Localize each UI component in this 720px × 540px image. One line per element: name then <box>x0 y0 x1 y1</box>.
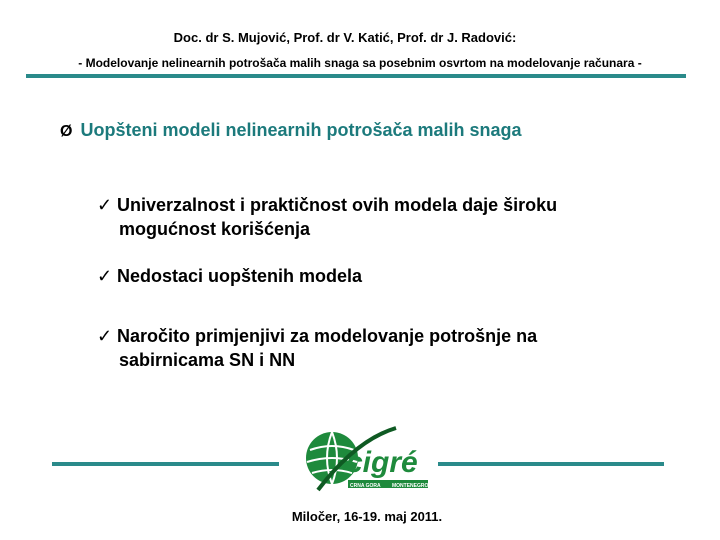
cigre-logo <box>296 420 444 500</box>
bottom-divider-left <box>52 462 279 466</box>
bottom-divider-right <box>438 462 664 466</box>
list-item-text: Univerzalnost i praktičnost ovih modela daje široku <box>117 195 558 215</box>
top-divider <box>26 74 686 78</box>
check-icon: ✓ <box>97 266 113 286</box>
list-item-text: Naročito primjenjivi za modelovanje potrošnje na <box>117 326 538 346</box>
list-item-text-cont: mogućnost korišćenja <box>119 219 311 239</box>
cigre-logo-icon <box>296 420 444 500</box>
footer-text: Miločer, 16-19. maj 2011. <box>291 509 443 524</box>
check-icon: ✓ <box>97 195 113 215</box>
arrow-bullet-icon: Ø <box>60 123 73 140</box>
check-icon: ✓ <box>97 326 113 346</box>
list-item-text: Nedostaci uopštenih modela <box>117 266 363 286</box>
list-item-text-cont: sabirnicama SN i NN <box>119 350 296 370</box>
logo-subtext-left: CRNA GORA <box>350 483 381 489</box>
main-bullet-text: Uopšteni modeli nelinearnih potrošača malih snaga <box>80 120 522 140</box>
main-bullet <box>60 120 522 141</box>
list-item <box>97 324 537 372</box>
list-item <box>97 193 557 241</box>
header-authors: Doc. dr S. Mujović, Prof. dr V. Katić, Prof. dr J. Radović: <box>173 30 517 45</box>
logo-subtext-right: MONTENEGRO <box>392 483 429 489</box>
list-item <box>97 264 362 288</box>
header-title: - Modelovanje nelinearnih potrošača malih snaga sa posebnim osvrtom na modelovanje računara - <box>78 56 642 70</box>
logo-wordmark: cigré <box>346 446 418 479</box>
